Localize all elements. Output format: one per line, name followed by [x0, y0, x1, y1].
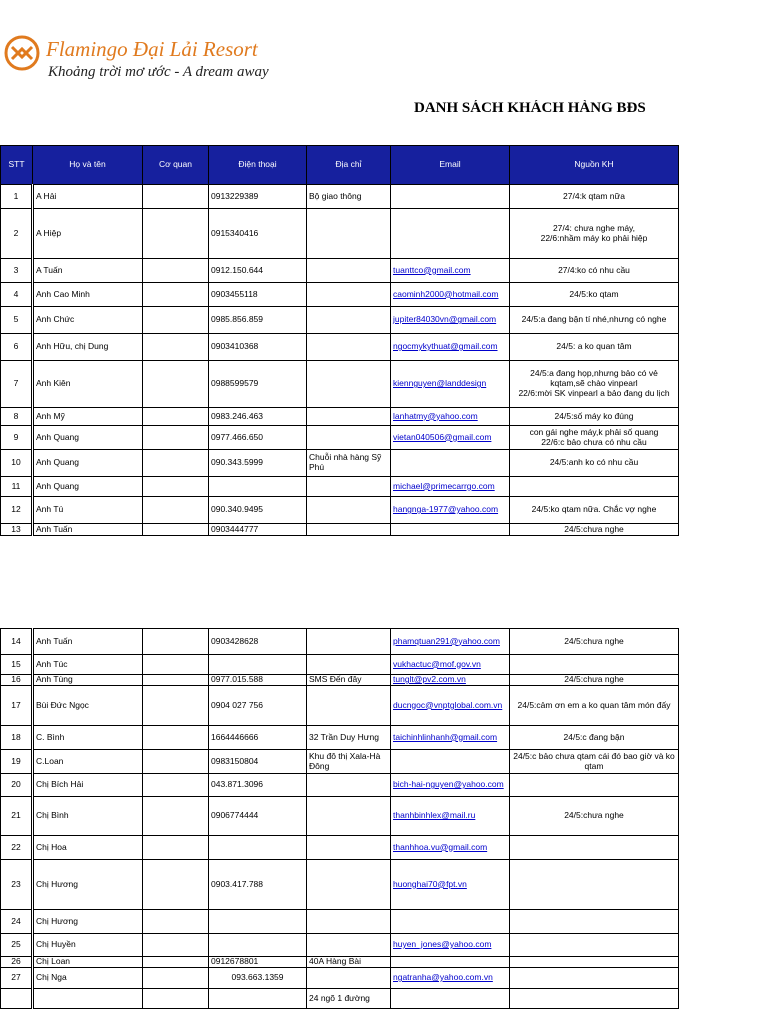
cell-email[interactable]: vukhactuc@mof.gov.vn: [391, 655, 510, 675]
cell-stt: 16: [1, 675, 33, 686]
cell-address: Bộ giao thông: [307, 185, 391, 209]
cell-org: [143, 989, 209, 1009]
cell-org: [143, 185, 209, 209]
table-row: [1, 797, 679, 836]
cell-address: [307, 477, 391, 497]
cell-stt: 26: [1, 957, 33, 968]
cell-name: Chị Nga: [33, 968, 143, 989]
cell-org: [143, 361, 209, 408]
cell-stt: 17: [1, 686, 33, 726]
cell-name: Chị Bình: [33, 797, 143, 836]
cell-org: [143, 307, 209, 334]
cell-phone: [209, 910, 307, 934]
cell-name: Chị Huyền: [33, 934, 143, 957]
cell-email[interactable]: thanhbinhlex@mail.ru: [391, 797, 510, 836]
cell-phone: 0915340416: [209, 209, 307, 259]
cell-email[interactable]: ngocmykythuat@gmail.com: [391, 334, 510, 361]
cell-address: [307, 774, 391, 797]
cell-source: [510, 836, 679, 860]
cell-source: 24/5:c đang bận: [510, 726, 679, 750]
cell-address: [307, 361, 391, 408]
cell-email: [391, 209, 510, 259]
table-header-row: [1, 146, 679, 185]
cell-org: [143, 426, 209, 450]
cell-address: 32 Trần Duy Hưng: [307, 726, 391, 750]
cell-email[interactable]: ngatranha@yahoo.com.vn: [391, 968, 510, 989]
cell-address: [307, 797, 391, 836]
cell-email[interactable]: ducngoc@vnptglobal.com.vn: [391, 686, 510, 726]
cell-address: [307, 497, 391, 524]
cell-phone: 0906774444: [209, 797, 307, 836]
cell-name: Chị Loan: [33, 957, 143, 968]
cell-address: [307, 934, 391, 957]
cell-address: [307, 408, 391, 426]
cell-address: [307, 283, 391, 307]
cell-source: [510, 655, 679, 675]
cell-phone: 0983.246.463: [209, 408, 307, 426]
cell-email[interactable]: taichinhlinhanh@gmail.com: [391, 726, 510, 750]
cell-name: C.Loan: [33, 750, 143, 774]
table-row: [1, 968, 679, 989]
table-row: [1, 675, 679, 686]
cell-source: 24/5:chưa nghe: [510, 524, 679, 536]
cell-source: [510, 934, 679, 957]
column-header-email: Email: [391, 146, 510, 185]
cell-org: [143, 750, 209, 774]
cell-name: Anh Quang: [33, 426, 143, 450]
cell-source: [510, 860, 679, 910]
cell-stt: 12: [1, 497, 33, 524]
cell-name: Chị Hương: [33, 910, 143, 934]
cell-org: [143, 774, 209, 797]
cell-email[interactable]: lanhatmy@yahoo.com: [391, 408, 510, 426]
table-row: [1, 989, 679, 1009]
cell-source: 24/5:cảm ơn em a ko quan tâm món đấy: [510, 686, 679, 726]
cell-address: 40A Hàng Bài: [307, 957, 391, 968]
cell-stt: 19: [1, 750, 33, 774]
cell-stt: 2: [1, 209, 33, 259]
cell-name: Bùi Đức Ngọc: [33, 686, 143, 726]
cell-name: C. Bình: [33, 726, 143, 750]
cell-email: [391, 450, 510, 477]
cell-address: [307, 910, 391, 934]
brand-tagline: Khoảng trời mơ ước - A dream away: [48, 64, 269, 80]
cell-address: [307, 426, 391, 450]
table-row: [1, 629, 679, 655]
cell-source: [510, 957, 679, 968]
cell-phone: 0983150804: [209, 750, 307, 774]
table-row: [1, 836, 679, 860]
cell-email[interactable]: michael@primecarrgo.com: [391, 477, 510, 497]
column-header-address: Địa chỉ: [307, 146, 391, 185]
cell-address: SMS Đến đây: [307, 675, 391, 686]
cell-phone: 0903428628: [209, 629, 307, 655]
cell-stt: 18: [1, 726, 33, 750]
cell-org: [143, 450, 209, 477]
cell-org: [143, 334, 209, 361]
column-header-stt: STT: [1, 146, 33, 185]
cell-org: [143, 477, 209, 497]
cell-source: [510, 774, 679, 797]
cell-source: 27/4:k qtam nữa: [510, 185, 679, 209]
table-row: [1, 524, 679, 536]
cell-address: [307, 259, 391, 283]
table-row: [1, 185, 679, 209]
cell-phone: [209, 477, 307, 497]
table-row: [1, 957, 679, 968]
cell-org: [143, 910, 209, 934]
cell-source: 24/5:a đang họp,nhưng bảo có vẻ kqtam,sẽ chào vinpearl 22/6:mời SK vinpearl a bảo đang du lịch: [510, 361, 679, 408]
cell-phone: 090.343.5999: [209, 450, 307, 477]
cell-phone: 0904 027 756: [209, 686, 307, 726]
cell-email: [391, 524, 510, 536]
column-header-name: Họ và tên: [33, 146, 143, 185]
cell-org: [143, 797, 209, 836]
cell-name: Anh Mỹ: [33, 408, 143, 426]
cell-email[interactable]: phamqtuan291@yahoo.com: [391, 629, 510, 655]
cell-org: [143, 408, 209, 426]
cell-stt: 21: [1, 797, 33, 836]
cell-email[interactable]: huyen_jones@yahoo.com: [391, 934, 510, 957]
cell-source: 24/5:ko qtam: [510, 283, 679, 307]
cell-phone: 0903444777: [209, 524, 307, 536]
cell-stt: 7: [1, 361, 33, 408]
cell-phone: [209, 934, 307, 957]
table-row: [1, 426, 679, 450]
cell-source: 24/5:c bảo chưa qtam cái đó bao giờ và ko qtam: [510, 750, 679, 774]
cell-address: [307, 860, 391, 910]
cell-email[interactable]: caominh2000@hotmail.com: [391, 283, 510, 307]
cell-name: Anh Tú: [33, 497, 143, 524]
cell-name: Anh Cao Minh: [33, 283, 143, 307]
column-header-source: Nguồn KH: [510, 146, 679, 185]
cell-source: 24/5:chưa nghe: [510, 797, 679, 836]
cell-stt: 4: [1, 283, 33, 307]
cell-source: 27/4: chưa nghe máy, 22/6:nhầm máy ko phải hiệp: [510, 209, 679, 259]
cell-phone: 093.663.1359: [209, 968, 307, 989]
cell-stt: 15: [1, 655, 33, 675]
table-row: [1, 259, 679, 283]
cell-name: Anh Tùng: [33, 675, 143, 686]
cell-name: Chị Bích Hải: [33, 774, 143, 797]
cell-email: [391, 750, 510, 774]
customer-table-page-2: [0, 628, 679, 1009]
cell-stt: 5: [1, 307, 33, 334]
cell-source: [510, 910, 679, 934]
cell-email: [391, 185, 510, 209]
table-row: [1, 497, 679, 524]
cell-source: 24/5:anh ko có nhu cầu: [510, 450, 679, 477]
cell-stt: 25: [1, 934, 33, 957]
cell-source: [510, 477, 679, 497]
cell-phone: 0985.856.859: [209, 307, 307, 334]
cell-name: Chị Hương: [33, 860, 143, 910]
table-row: [1, 686, 679, 726]
cell-stt: 13: [1, 524, 33, 536]
cell-address: [307, 307, 391, 334]
cell-address: [307, 968, 391, 989]
cell-email[interactable]: tuanttco@gmail.com: [391, 259, 510, 283]
cell-name: A Tuấn: [33, 259, 143, 283]
cell-source: 24/5: a ko quan tâm: [510, 334, 679, 361]
table-row: [1, 307, 679, 334]
customer-table-page-1: [0, 145, 679, 536]
cell-address: Khu đô thị Xala-Hà Đông: [307, 750, 391, 774]
cell-name: Anh Quang: [33, 450, 143, 477]
table-row: [1, 910, 679, 934]
cell-email: [391, 910, 510, 934]
cell-stt: 27: [1, 968, 33, 989]
cell-phone: 0913229389: [209, 185, 307, 209]
cell-org: [143, 283, 209, 307]
cell-org: [143, 209, 209, 259]
cell-org: [143, 836, 209, 860]
table-row: [1, 774, 679, 797]
cell-name: Chị Hoa: [33, 836, 143, 860]
column-header-phone: Điện thoại: [209, 146, 307, 185]
cell-name: Anh Quang: [33, 477, 143, 497]
cell-source: 27/4:ko có nhu cầu: [510, 259, 679, 283]
cell-email[interactable]: tunglt@pv2.com.vn: [391, 675, 510, 686]
cell-phone: [209, 989, 307, 1009]
cell-name: Anh Kiên: [33, 361, 143, 408]
cell-org: [143, 524, 209, 536]
cell-org: [143, 860, 209, 910]
table-row: [1, 750, 679, 774]
cell-phone: 0912.150.644: [209, 259, 307, 283]
cell-phone: 0903410368: [209, 334, 307, 361]
cell-name: Anh Hữu, chị Dung: [33, 334, 143, 361]
cell-stt: 8: [1, 408, 33, 426]
cell-phone: 1664446666: [209, 726, 307, 750]
cell-address: 24 ngõ 1 đường: [307, 989, 391, 1009]
cell-source: 24/5:a đang bận tí nhé,nhưng có nghe: [510, 307, 679, 334]
cell-phone: 0977.466.650: [209, 426, 307, 450]
cell-source: 24/5:số máy ko đúng: [510, 408, 679, 426]
cell-org: [143, 957, 209, 968]
cell-address: [307, 686, 391, 726]
cell-name: [33, 989, 143, 1009]
cell-name: Anh Túc: [33, 655, 143, 675]
cell-address: [307, 524, 391, 536]
cell-phone: 043.871.3096: [209, 774, 307, 797]
cell-org: [143, 686, 209, 726]
cell-org: [143, 675, 209, 686]
cell-phone: 0977.015.588: [209, 675, 307, 686]
table-row: [1, 209, 679, 259]
cell-org: [143, 968, 209, 989]
cell-name: A Hải: [33, 185, 143, 209]
cell-stt: 6: [1, 334, 33, 361]
cell-phone: [209, 655, 307, 675]
cell-address: [307, 836, 391, 860]
cell-email[interactable]: hangnga-1977@yahoo.com: [391, 497, 510, 524]
cell-stt: 20: [1, 774, 33, 797]
cell-stt: [1, 989, 33, 1009]
table-row: [1, 655, 679, 675]
cell-org: [143, 726, 209, 750]
table-row: [1, 450, 679, 477]
cell-org: [143, 934, 209, 957]
cell-source: con gái nghe máy,k phải số quang 22/6:c bảo chưa có nhu cầu: [510, 426, 679, 450]
document-title: DANH SÁCH KHÁCH HÀNG BĐS: [414, 100, 646, 116]
flamingo-logo-icon: [0, 33, 44, 73]
cell-address: [307, 655, 391, 675]
cell-org: [143, 497, 209, 524]
cell-phone: 090.340.9495: [209, 497, 307, 524]
cell-email[interactable]: vietan040506@gmail.com: [391, 426, 510, 450]
cell-email[interactable]: jupiter84030vn@gmail.com: [391, 307, 510, 334]
cell-phone: 0988599579: [209, 361, 307, 408]
cell-source: [510, 989, 679, 1009]
cell-stt: 23: [1, 860, 33, 910]
table-row: [1, 361, 679, 408]
cell-address: [307, 334, 391, 361]
cell-email[interactable]: huonghai70@fpt.vn: [391, 860, 510, 910]
table-row: [1, 726, 679, 750]
cell-email: [391, 957, 510, 968]
cell-stt: 11: [1, 477, 33, 497]
cell-email[interactable]: kiennguyen@landdesign: [391, 361, 510, 408]
table-row: [1, 408, 679, 426]
cell-name: Anh Tuấn: [33, 629, 143, 655]
cell-name: Anh Chức: [33, 307, 143, 334]
cell-address: [307, 209, 391, 259]
cell-email[interactable]: bich-hai-nguyen@yahoo.com: [391, 774, 510, 797]
table-row: [1, 860, 679, 910]
cell-email: [391, 989, 510, 1009]
cell-stt: 24: [1, 910, 33, 934]
table-row: [1, 477, 679, 497]
cell-stt: 3: [1, 259, 33, 283]
table-row: [1, 283, 679, 307]
cell-source: 24/5:chưa nghe: [510, 675, 679, 686]
cell-phone: 0912678801: [209, 957, 307, 968]
cell-stt: 10: [1, 450, 33, 477]
cell-name: A Hiệp: [33, 209, 143, 259]
cell-stt: 1: [1, 185, 33, 209]
cell-stt: 9: [1, 426, 33, 450]
cell-address: [307, 629, 391, 655]
table-row: [1, 334, 679, 361]
table-row: [1, 934, 679, 957]
cell-stt: 14: [1, 629, 33, 655]
cell-phone: [209, 836, 307, 860]
column-header-org: Cơ quan: [143, 146, 209, 185]
cell-source: [510, 968, 679, 989]
cell-name: Anh Tuấn: [33, 524, 143, 536]
brand-name: Flamingo Đại Lải Resort: [46, 37, 258, 61]
cell-phone: 0903.417.788: [209, 860, 307, 910]
cell-source: 24/5:ko qtam nữa. Chắc vợ nghe: [510, 497, 679, 524]
cell-address: Chuỗi nhà hàng Sỹ Phú: [307, 450, 391, 477]
cell-stt: 22: [1, 836, 33, 860]
cell-org: [143, 655, 209, 675]
cell-org: [143, 629, 209, 655]
cell-source: 24/5:chưa nghe: [510, 629, 679, 655]
cell-email[interactable]: thanhhoa.vu@gmail.com: [391, 836, 510, 860]
cell-phone: 0903455118: [209, 283, 307, 307]
cell-org: [143, 259, 209, 283]
